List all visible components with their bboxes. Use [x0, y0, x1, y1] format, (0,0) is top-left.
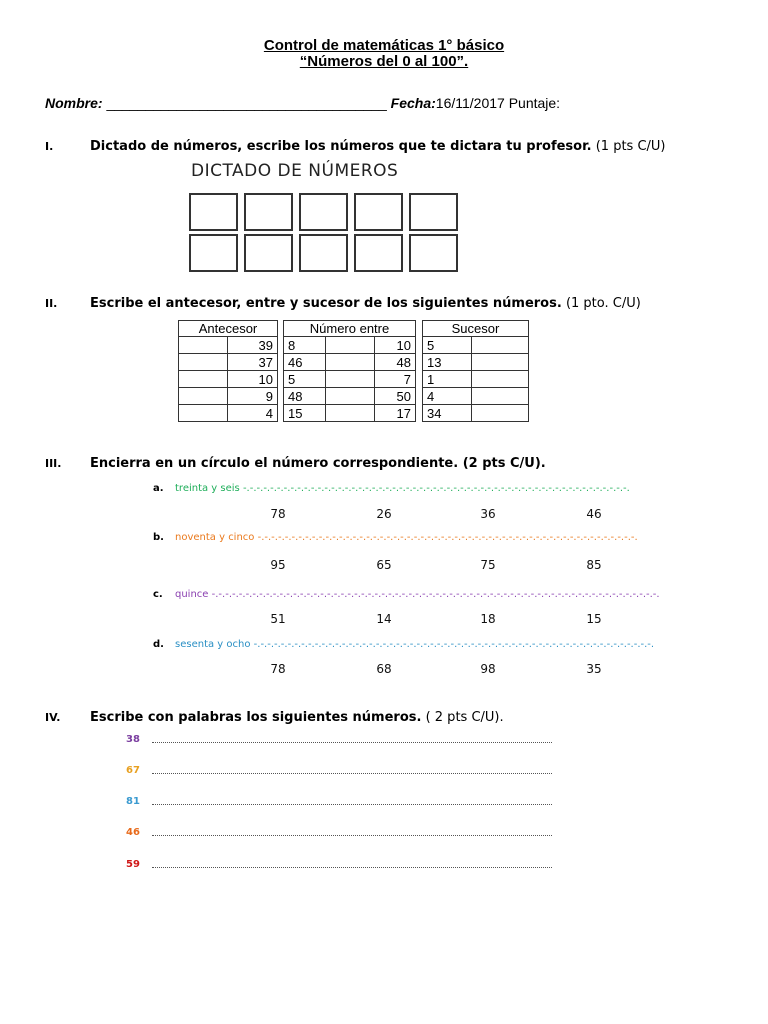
item-b-prompt: [153, 532, 638, 543]
nombre-label: Nombre:: [45, 95, 103, 111]
sucesor-blank[interactable]: [472, 405, 529, 422]
entre-right: 50: [374, 388, 416, 405]
dictado-box[interactable]: [299, 234, 348, 272]
item-a-prompt: [153, 483, 630, 494]
entre-left: 5: [284, 371, 326, 388]
sucesor-blank[interactable]: [472, 354, 529, 371]
item-dots: -.-.-.-.-.-.-.-.-.-.-.-.-.-.-.-.-.-.-.-.-.-.-.-.-.-.-.-.-.-.-.-.-.-.-.-.-.-.-.-.-.-.-.-.-.-.-.-.-.-.-.-.-.-.-.-.-.-.-.-.-.-.-.-.-.-.: [211, 589, 660, 600]
sucesor-value: 13: [423, 354, 472, 371]
section-1-text: Dictado de números, escribe los números que te dictara tu profesor.: [90, 139, 592, 154]
antecesor-table: [178, 320, 278, 422]
item-letter: a.: [153, 483, 164, 494]
dictado-box[interactable]: [189, 193, 238, 231]
dictado-box[interactable]: [189, 234, 238, 272]
dictado-box[interactable]: [299, 193, 348, 231]
section-4-text: Escribe con palabras los siguientes números.: [90, 710, 422, 725]
sucesor-value: 4: [423, 388, 472, 405]
option[interactable]: 78: [270, 507, 286, 521]
item-letter: c.: [153, 589, 163, 600]
entre-left: 15: [284, 405, 326, 422]
dictado-box[interactable]: [354, 234, 403, 272]
item-dots: -.-.-.-.-.-.-.-.-.-.-.-.-.-.-.-.-.-.-.-.-.-.-.-.-.-.-.-.-.-.-.-.-.-.-.-.-.-.-.-.-.-.-.-.-.-.-.-.-.-.-.-.-.-.-.-.: [257, 532, 638, 543]
antecesor-blank[interactable]: [179, 388, 228, 405]
option[interactable]: 85: [586, 558, 602, 572]
antecesor-header: Antecesor: [179, 321, 278, 337]
dictado-box[interactable]: [244, 234, 293, 272]
option[interactable]: 65: [376, 558, 392, 572]
section-3-text: Encierra en un círculo el número correspondiente. (2 pts C/U).: [90, 456, 546, 471]
option[interactable]: 14: [376, 612, 392, 626]
entre-right: 48: [374, 354, 416, 371]
item-dots: -.-.-.-.-.-.-.-.-.-.-.-.-.-.-.-.-.-.-.-.-.-.-.-.-.-.-.-.-.-.-.-.-.-.-.-.-.-.-.-.-.-.-.-.-.-.-.-.-.-.-.-.-.-.-.-.-.: [242, 483, 630, 494]
item-words: noventa y cinco: [175, 532, 255, 543]
antecesor-value: 37: [228, 354, 278, 371]
option[interactable]: 46: [586, 507, 602, 521]
sucesor-value: 1: [423, 371, 472, 388]
word-row: [126, 734, 140, 745]
option[interactable]: 35: [586, 662, 602, 676]
page-subtitle: “Números del 0 al 100”.: [299, 53, 469, 70]
item-c-prompt: [153, 589, 660, 600]
option[interactable]: 75: [480, 558, 496, 572]
sucesor-blank[interactable]: [472, 371, 529, 388]
number-to-write: 81: [126, 796, 140, 807]
entre-blank[interactable]: [325, 354, 374, 371]
sucesor-header: Sucesor: [423, 321, 529, 337]
item-letter: d.: [153, 639, 164, 650]
number-to-write: 59: [126, 859, 140, 870]
number-to-write: 67: [126, 765, 140, 776]
dictado-image-title: DICTADO DE NÚMEROS: [191, 161, 399, 181]
antecesor-value: 39: [228, 337, 278, 354]
item-words: quince: [175, 589, 209, 600]
dictado-box[interactable]: [409, 234, 458, 272]
fecha-value: 16/11/2017: [435, 95, 505, 111]
word-row: [126, 796, 140, 807]
puntaje-label: Puntaje:: [508, 95, 561, 111]
option[interactable]: 51: [270, 612, 286, 626]
section-4-points: ( 2 pts C/U).: [425, 710, 504, 725]
option[interactable]: 78: [270, 662, 286, 676]
item-letter: b.: [153, 532, 164, 543]
answer-line[interactable]: [152, 742, 552, 743]
sucesor-table: [422, 320, 529, 422]
item-dots: -.-.-.-.-.-.-.-.-.-.-.-.-.-.-.-.-.-.-.-.-.-.-.-.-.-.-.-.-.-.-.-.-.-.-.-.-.-.-.-.-.-.-.-.-.-.-.-.-.-.-.-.-.-.-.-.-.-.-.: [253, 639, 655, 650]
section-3-heading: [45, 456, 546, 471]
entre-blank[interactable]: [325, 405, 374, 422]
entre-right: 17: [374, 405, 416, 422]
section-1-points: (1 pts C/U): [595, 139, 666, 154]
number-to-write: 38: [126, 734, 140, 745]
section-2-text: Escribe el antecesor, entre y sucesor de los siguientes números.: [90, 296, 562, 311]
item-d-options: [0, 662, 768, 678]
option[interactable]: 98: [480, 662, 496, 676]
word-row: [126, 827, 140, 838]
section-4-heading: [45, 710, 504, 725]
dictado-box[interactable]: [409, 193, 458, 231]
section-2-heading: [45, 296, 641, 311]
option[interactable]: 36: [480, 507, 496, 521]
student-info-line: [45, 95, 560, 111]
section-2-number: II.: [45, 297, 58, 310]
word-row: [126, 859, 140, 870]
entre-blank[interactable]: [325, 337, 374, 354]
answer-line[interactable]: [152, 835, 552, 836]
answer-line[interactable]: [152, 773, 552, 774]
item-d-prompt: [153, 639, 654, 650]
option[interactable]: 26: [376, 507, 392, 521]
option[interactable]: 68: [376, 662, 392, 676]
item-c-options: [0, 612, 768, 628]
number-to-write: 46: [126, 827, 140, 838]
entre-blank[interactable]: [325, 371, 374, 388]
entre-header: Número entre: [284, 321, 416, 337]
entre-right: 10: [374, 337, 416, 354]
entre-left: 48: [284, 388, 326, 405]
page-title: Control de matemáticas 1° básico: [263, 37, 505, 54]
entre-left: 8: [284, 337, 326, 354]
antecesor-value: 9: [228, 388, 278, 405]
option[interactable]: 18: [480, 612, 496, 626]
item-words: sesenta y ocho: [175, 639, 251, 650]
dictado-box[interactable]: [244, 193, 293, 231]
word-row: [126, 765, 140, 776]
section-1-number: I.: [45, 140, 54, 153]
entre-right: 7: [374, 371, 416, 388]
answer-line[interactable]: [152, 804, 552, 805]
item-a-options: [0, 507, 768, 523]
item-words: treinta y seis: [175, 483, 240, 494]
entre-left: 46: [284, 354, 326, 371]
dictado-grid: [189, 193, 460, 272]
sucesor-value: 34: [423, 405, 472, 422]
entre-table: [283, 320, 416, 422]
option[interactable]: 15: [586, 612, 602, 626]
sucesor-blank[interactable]: [472, 337, 529, 354]
section-2-points: (1 pto. C/U): [565, 296, 641, 311]
dictado-box[interactable]: [354, 193, 403, 231]
section-3-number: III.: [45, 457, 62, 470]
nombre-blank[interactable]: ____________________________________: [106, 95, 387, 111]
section-4-number: IV.: [45, 711, 61, 724]
entre-blank[interactable]: [325, 388, 374, 405]
option[interactable]: 95: [270, 558, 286, 572]
antecesor-blank[interactable]: [179, 354, 228, 371]
section-1-heading: [45, 139, 666, 154]
item-b-options: [0, 558, 768, 574]
antecesor-value: 10: [228, 371, 278, 388]
antecesor-blank[interactable]: [179, 337, 228, 354]
answer-line[interactable]: [152, 867, 552, 868]
fecha-label: Fecha:: [390, 95, 436, 111]
sucesor-value: 5: [423, 337, 472, 354]
antecesor-blank[interactable]: [179, 371, 228, 388]
sucesor-blank[interactable]: [472, 388, 529, 405]
antecesor-value: 4: [228, 405, 278, 422]
antecesor-blank[interactable]: [179, 405, 228, 422]
